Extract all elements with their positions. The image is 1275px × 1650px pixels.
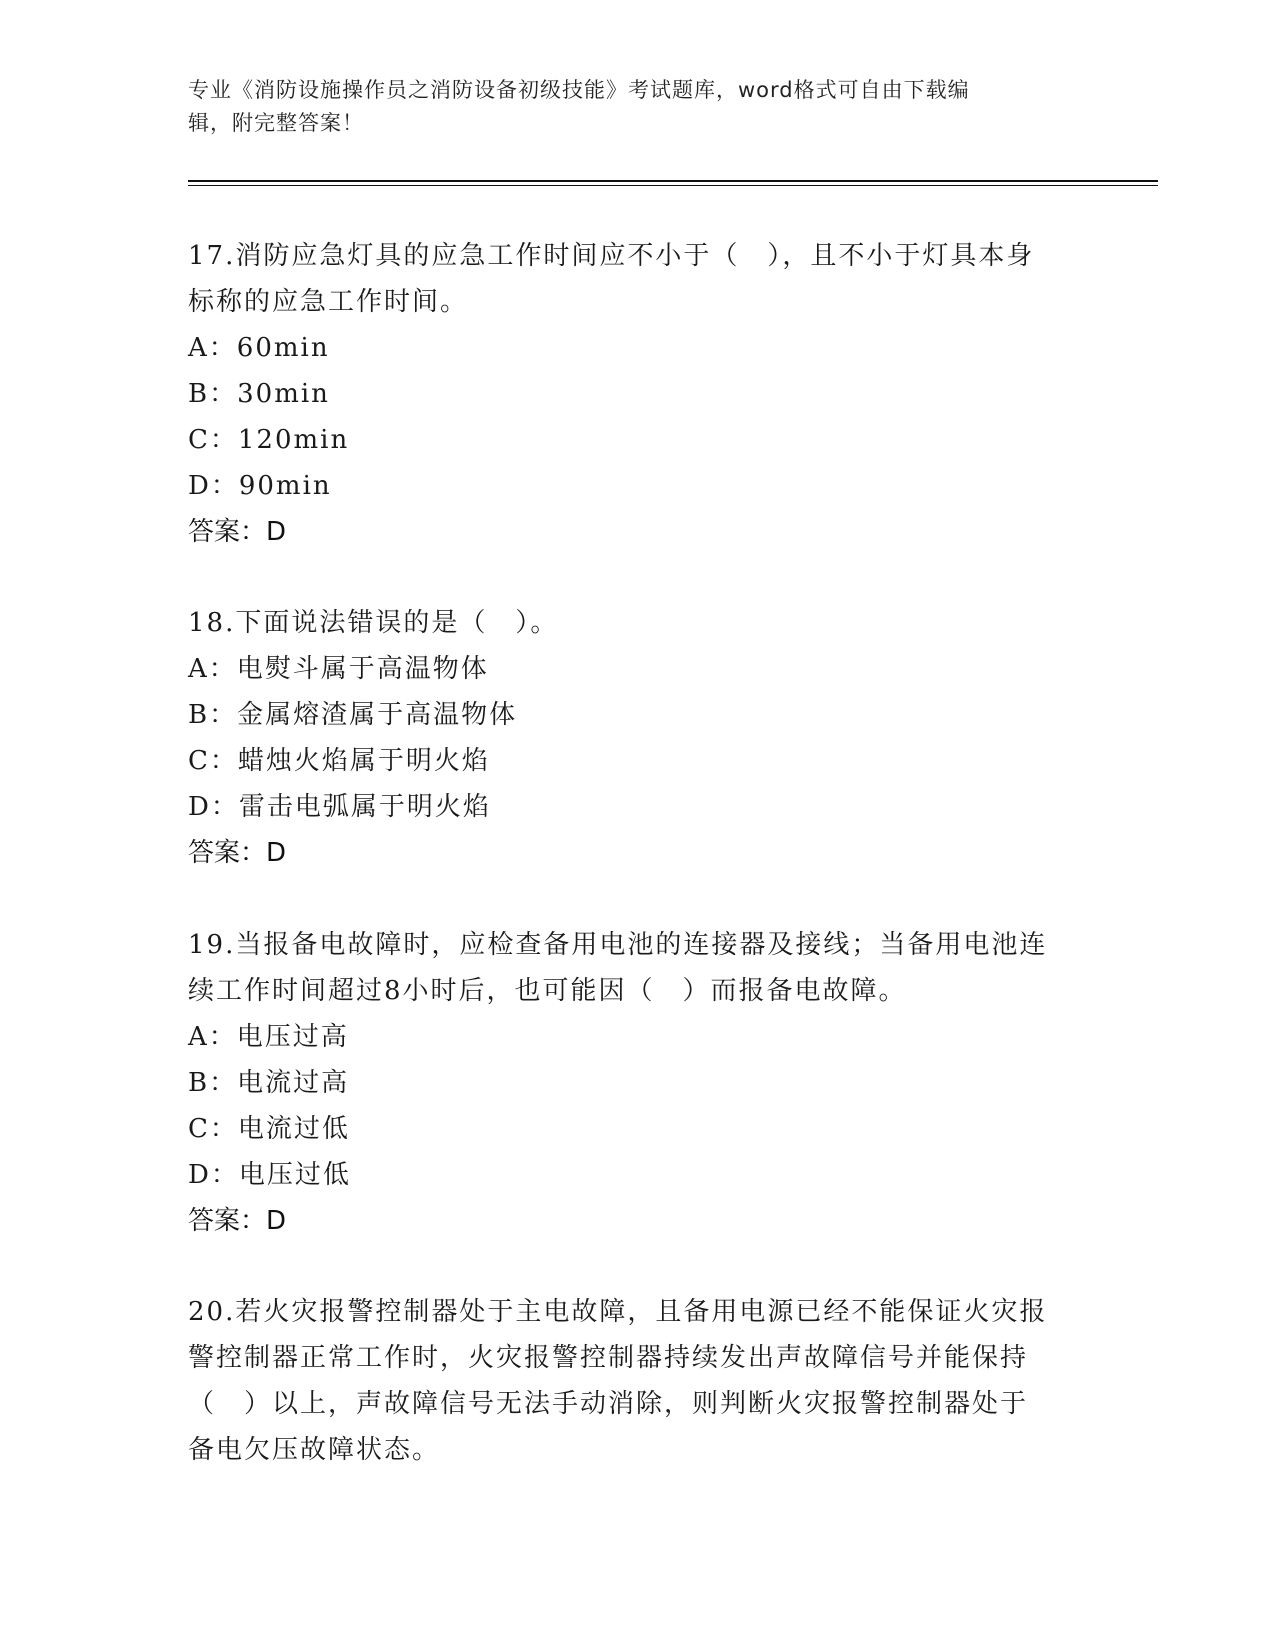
option-d: D：90min — [188, 471, 332, 501]
option-b: B：金属熔渣属于高温物体 — [188, 700, 518, 730]
answer-line: 答案：D — [188, 1206, 287, 1236]
option-c: C：电流过低 — [188, 1114, 350, 1144]
document-header — [188, 74, 1088, 140]
question-stem-line: 17.消防应急灯具的应急工作时间应不小于（ ），且不小于灯具本身 — [188, 241, 1035, 271]
question-stem-line: 19.当报备电故障时，应检查备用电池的连接器及接线；当备用电池连 — [188, 930, 1048, 960]
option-b: B：30min — [188, 379, 330, 409]
question-stem-line: 标称的应急工作时间。 — [188, 287, 469, 317]
question-18 — [188, 600, 1088, 876]
header-line-1: 专业《消防设施操作员之消防设备初级技能》考试题库，word格式可自由下载编 — [188, 78, 970, 102]
question-stem-line: （ ）以上，声故障信号无法手动消除，则判断火灾报警控制器处于 — [188, 1389, 1029, 1419]
header-rule-thin — [188, 185, 1158, 186]
option-a: A：60min — [188, 333, 330, 363]
answer-line: 答案：D — [188, 517, 287, 547]
option-a: A：电压过高 — [188, 1022, 349, 1052]
option-c: C：蜡烛火焰属于明火焰 — [188, 746, 490, 776]
question-stem-line: 备电欠压故障状态。 — [188, 1435, 441, 1465]
option-a: A：电熨斗属于高温物体 — [188, 654, 489, 684]
header-rule-thick — [188, 180, 1158, 182]
question-stem-line: 续工作时间超过8小时后，也可能因（ ）而报备电故障。 — [188, 976, 907, 1006]
option-c: C：120min — [188, 425, 350, 455]
question-stem-line: 18.下面说法错误的是（ ）。 — [188, 608, 559, 638]
option-d: D：雷击电弧属于明火焰 — [188, 792, 491, 822]
question-19 — [188, 922, 1088, 1244]
option-d: D：电压过低 — [188, 1160, 351, 1190]
header-line-2: 辑，附完整答案！ — [188, 111, 364, 135]
option-b: B：电流过高 — [188, 1068, 350, 1098]
question-20 — [188, 1289, 1088, 1473]
answer-line: 答案：D — [188, 838, 287, 868]
question-stem-line: 警控制器正常工作时，火灾报警控制器持续发出声故障信号并能保持 — [188, 1343, 1029, 1373]
question-stem-line: 20.若火灾报警控制器处于主电故障，且备用电源已经不能保证火灾报 — [188, 1297, 1048, 1327]
question-17 — [188, 233, 1088, 555]
